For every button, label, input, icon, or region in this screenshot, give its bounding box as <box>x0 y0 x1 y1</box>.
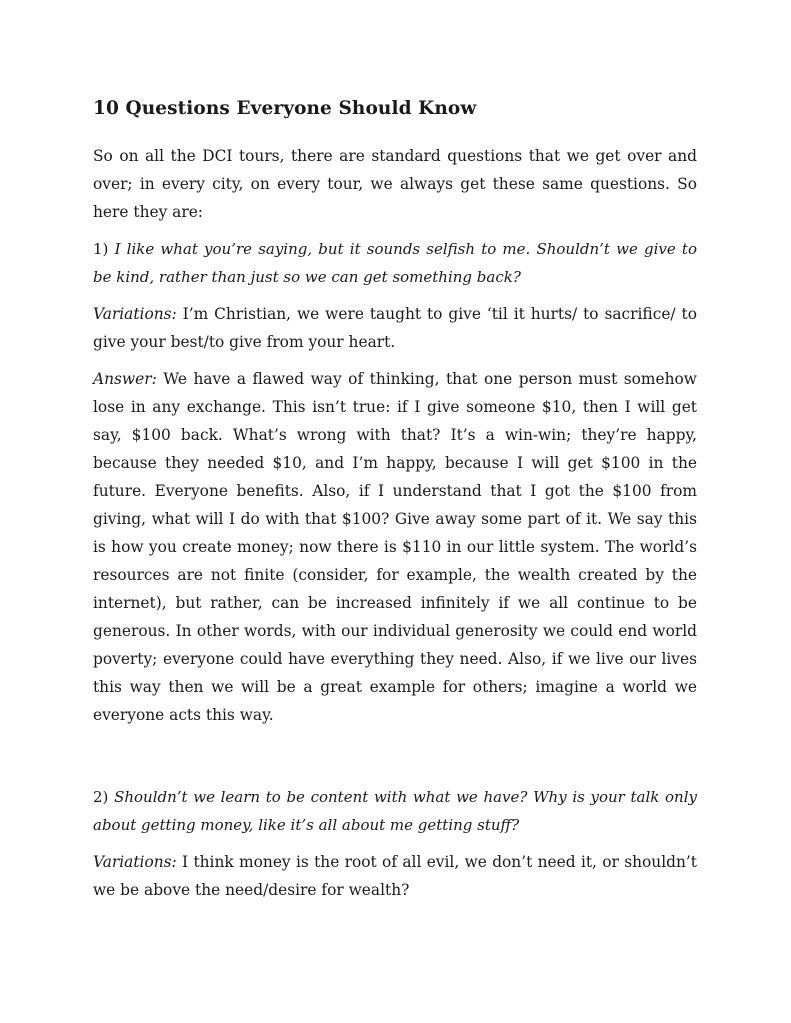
question-1-text: I like what you’re saying, but it sounds selfish to me. Shouldn’t we give to be kind, rather than just so we can get something back? <box>93 240 697 286</box>
variations-label: Variations: <box>93 305 177 323</box>
question-2-text: Shouldn’t we learn to be content with what we have? Why is your talk only about getting money, like it’s all about me getting stuff? <box>93 788 697 834</box>
question-1 <box>93 235 697 291</box>
question-2-number: 2) <box>93 788 109 806</box>
question-1-variations <box>93 300 697 356</box>
intro-paragraph: So on all the DCI tours, there are standard questions that we get over and over; in every city, on every tour, we always get these same questions. So here they are: <box>93 147 697 221</box>
document-title: 10 Questions Everyone Should Know <box>93 98 477 119</box>
variations-text: I think money is the root of all evil, we don’t need it, or shouldn’t we be above the need/desire for wealth? <box>93 853 697 899</box>
answer-text: We have a flawed way of thinking, that one person must somehow lose in any exchange. This isn’t true: if I give someone $10, then I will get say, $100 back. What’s wrong with that? It’s a win-win; they’re happy, because they needed $10, and I’m happy, because I will get $100 in the future. Everyone benefits. Also, if I understand that I got the $100 from giving, what will I do with that $100? Give away some part of it. We say this is how you create money; now there is $110 in our little system. The world’s resources are not finite (consider, for example, the wealth created by the internet), but rather, can be increased infinitely if we all continue to be generous. In other words, with our individual generosity we could end world poverty; everyone could have everything they need. Also, if we live our lives this way then we will be a great example for others; imagine a world we everyone acts this way. <box>93 370 697 724</box>
question-1-answer <box>93 365 697 729</box>
document-page <box>93 96 697 913</box>
variations-label: Variations: <box>93 853 177 871</box>
variations-text: I’m Christian, we were taught to give ‘til it hurts/ to sacrifice/ to give your best/to give from your heart. <box>93 305 697 351</box>
question-1-number: 1) <box>93 240 109 258</box>
section-spacer <box>93 738 697 783</box>
question-2 <box>93 783 697 839</box>
answer-label: Answer: <box>93 370 157 388</box>
question-2-variations <box>93 848 697 904</box>
